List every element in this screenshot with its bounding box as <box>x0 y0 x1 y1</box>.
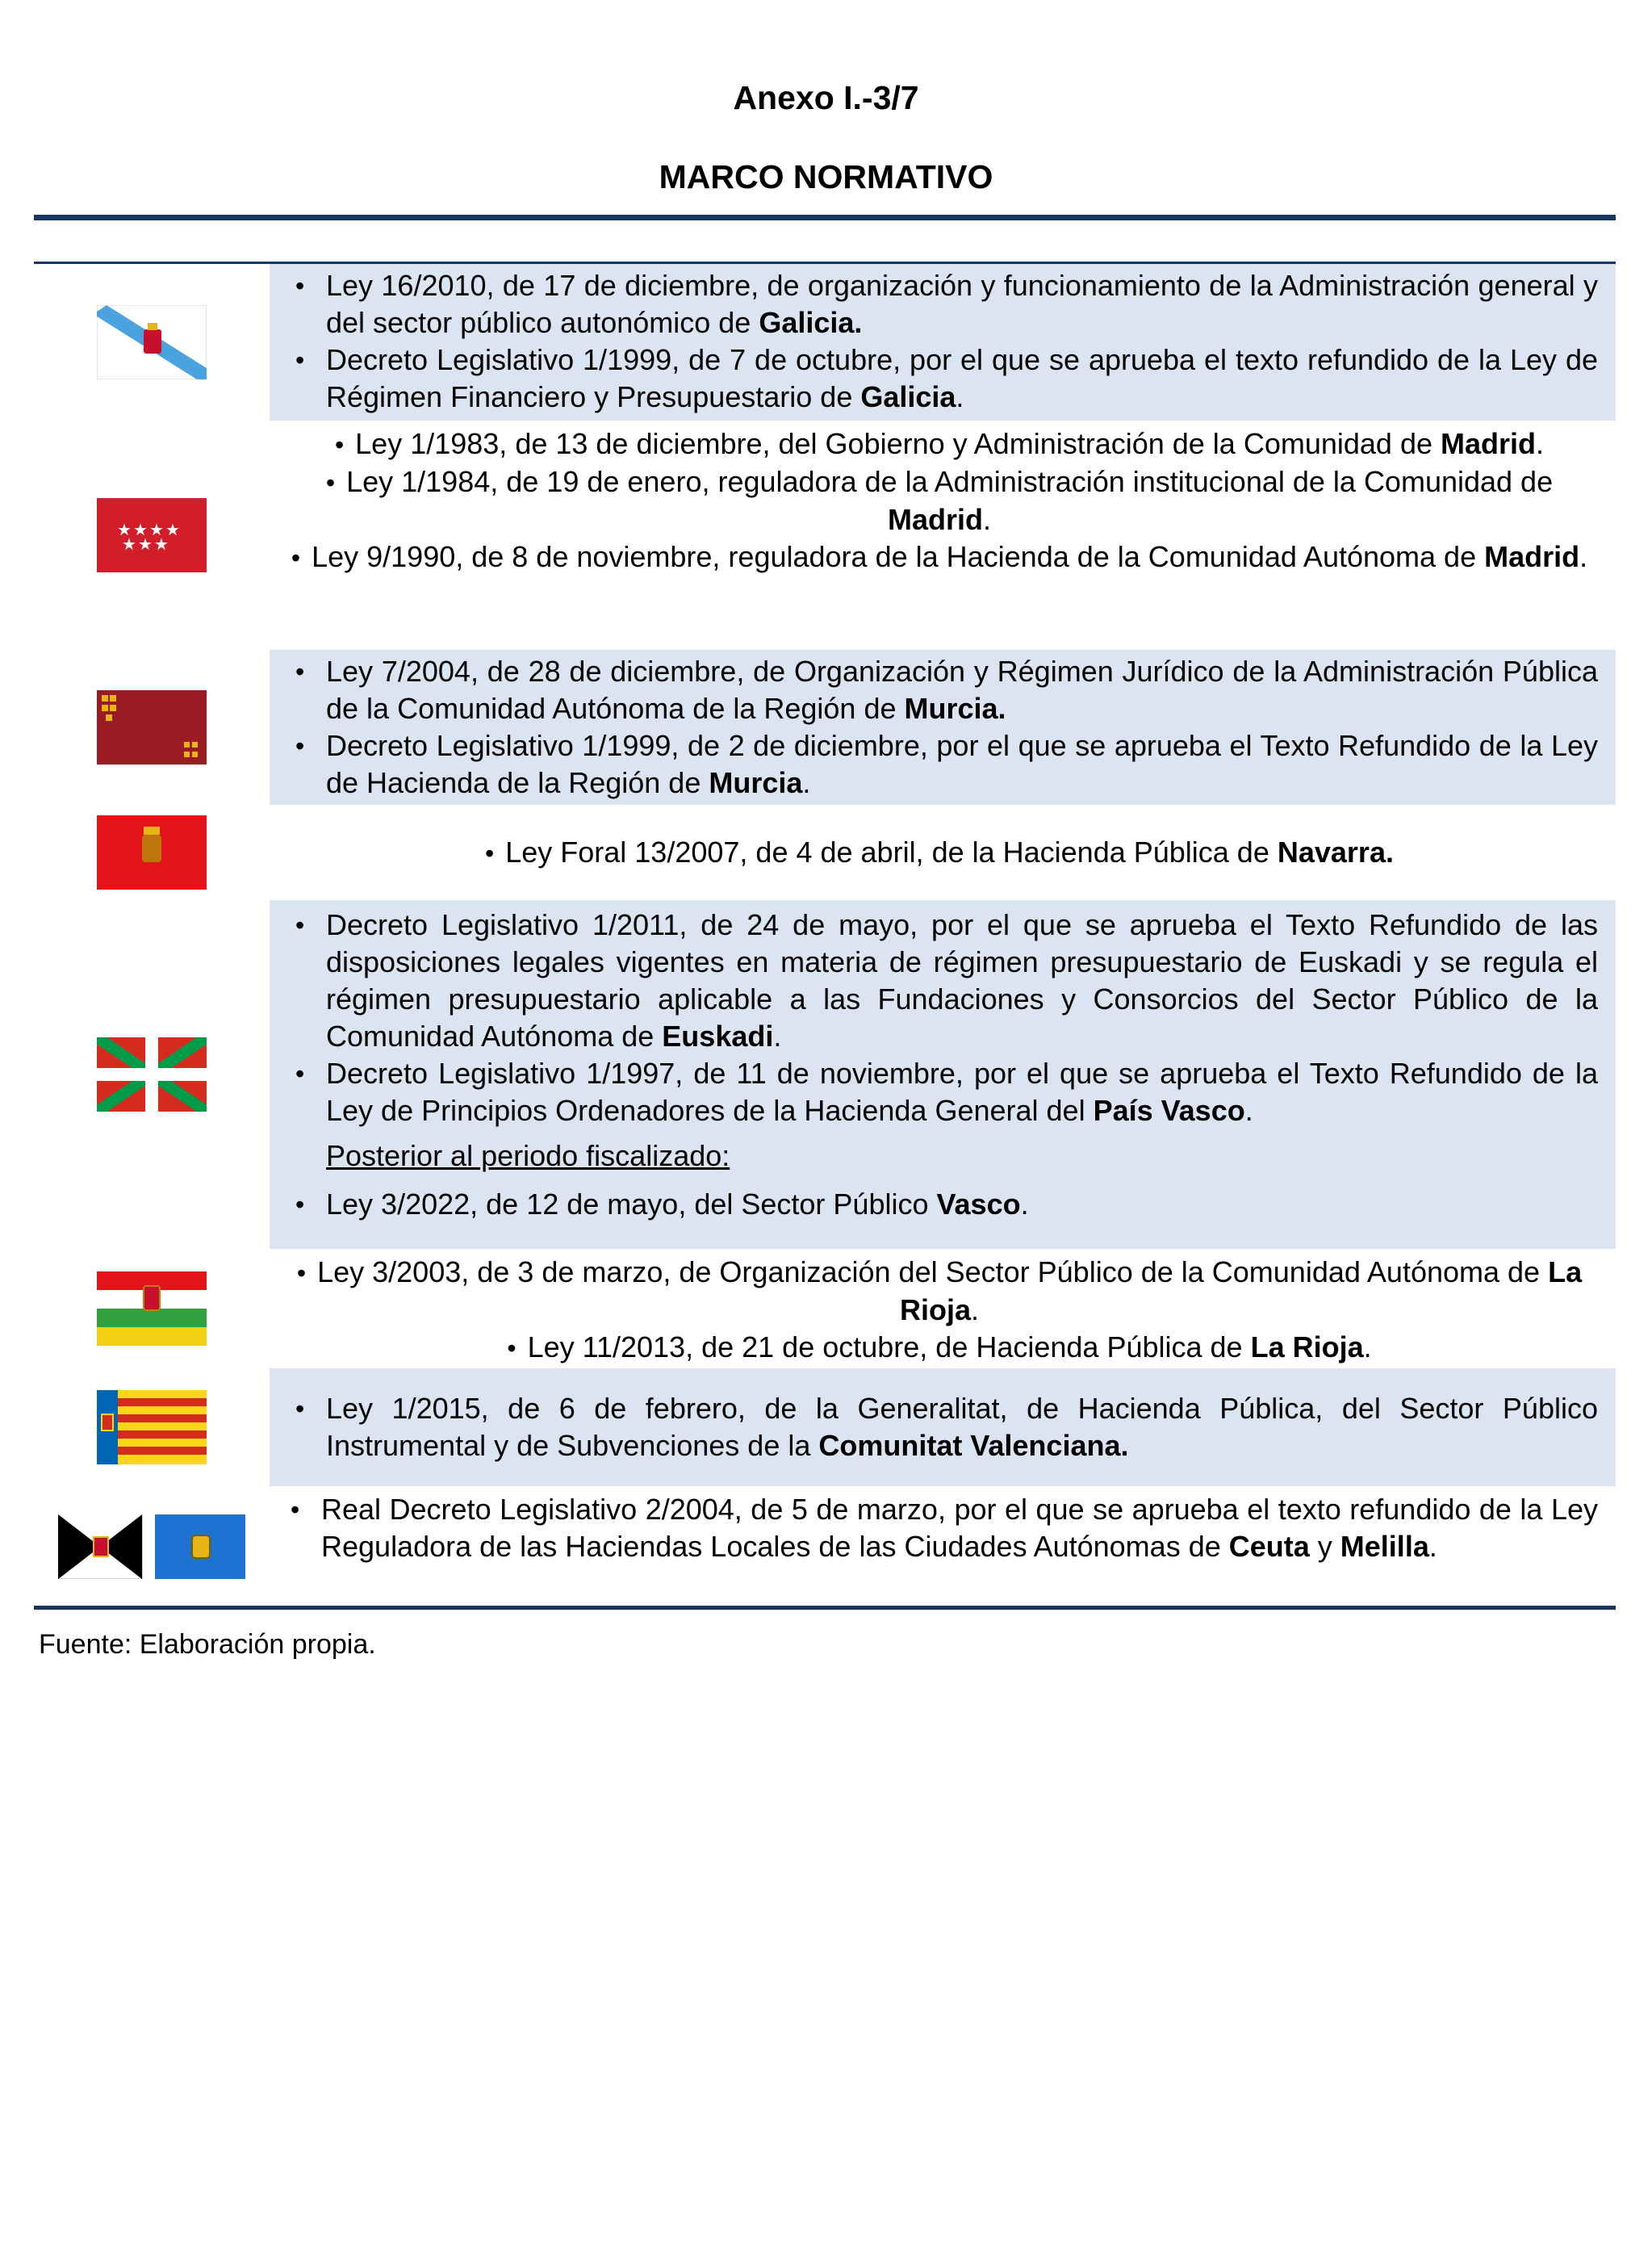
row-navarra <box>34 805 1616 898</box>
regulation-item: • Ley 11/2013, de 21 de octubre, de Hacienda Pública de La Rioja. <box>281 1329 1598 1367</box>
flag-cell <box>34 806 270 898</box>
row-text <box>270 806 1616 898</box>
row-valencia <box>34 1367 1616 1486</box>
row-text <box>270 1250 1616 1367</box>
annex-heading: Anexo I.-3/7 <box>733 79 919 116</box>
flag-cell <box>34 650 270 805</box>
row-galicia <box>34 264 1616 421</box>
row-text <box>270 1368 1616 1486</box>
regulation-item: • Ley 1/1984, de 19 de enero, reguladora de la Administración institucional de la Comunidad de Madrid. <box>281 463 1598 538</box>
header-rule <box>34 215 1616 220</box>
ceuta-melilla-flags-icon <box>58 1514 245 1579</box>
regulation-item: • Decreto Legislativo 1/2011, de 24 de mayo, por el que se aprueba el Texto Refundido de las disposiciones legales vigentes en materia de régimen presupuestario de Euskadi y se regula el régimen presupuestario aplicable a las Fundaciones y Consorcios del Sector Público de la Comunidad Autónoma de Euskadi. <box>281 907 1598 1055</box>
madrid-flag-icon <box>97 498 207 572</box>
la-rioja-flag-icon <box>97 1271 207 1346</box>
regulation-item: • Ley Foral 13/2007, de 4 de abril, de la Hacienda Pública de Navarra. <box>281 834 1598 872</box>
regulation-item: • Ley 9/1990, de 8 de noviembre, reguladora de la Hacienda de la Comunidad Autónoma de Madrid. <box>281 538 1598 576</box>
navarra-flag-icon <box>97 815 207 890</box>
flag-cell <box>34 1488 270 1606</box>
regulation-item: • Ley 7/2004, de 28 de diciembre, de Organización y Régimen Jurídico de la Administración Pública de la Comunidad Autónoma de la Región de Murcia. <box>281 653 1598 727</box>
row-ceuta-melilla <box>34 1486 1616 1606</box>
svg-text:★: ★ <box>138 534 153 554</box>
page-title: MARCO NORMATIVO <box>659 158 993 195</box>
regulation-item: • Ley 1/2015, de 6 de febrero, de la Generalitat, de Hacienda Pública, del Sector Público Instrumental y de Subvenciones de la Comunitat Valenciana. <box>281 1390 1598 1464</box>
row-text <box>270 900 1616 1249</box>
regulation-item: • Ley 3/2022, de 12 de mayo, del Sector Público Vasco. <box>281 1186 1598 1223</box>
euskadi-flag-icon <box>97 1037 207 1112</box>
svg-text:★: ★ <box>117 520 132 539</box>
row-madrid <box>34 421 1616 648</box>
row-la-rioja <box>34 1249 1616 1367</box>
svg-text:★: ★ <box>154 534 169 554</box>
regulation-item: • Real Decreto Legislativo 2/2004, de 5 de marzo, por el que se aprueba el texto refundido de la Ley Reguladora de las Haciendas Locales de las Ciudades Autónomas de Ceuta y Melilla. <box>276 1491 1598 1565</box>
regulations-table <box>34 262 1616 1610</box>
row-text <box>270 650 1616 805</box>
row-text <box>270 264 1616 421</box>
valencia-flag-icon <box>97 1390 207 1464</box>
regulation-item: • Ley 1/1983, de 13 de diciembre, del Gobierno y Administración de la Comunidad de Madrid. <box>281 425 1598 463</box>
flag-cell <box>34 264 270 421</box>
source-note: Fuente: Elaboración propia. <box>39 1629 376 1660</box>
subsequent-period-note: Posterior al periodo fiscalizado: <box>326 1139 730 1172</box>
murcia-flag-icon <box>97 690 207 764</box>
regulation-item: • Decreto Legislativo 1/1999, de 7 de octubre, por el que se aprueba el texto refundido de la Ley de Régimen Financiero y Presupuestario de Galicia. <box>281 341 1598 416</box>
flag-cell <box>34 422 270 648</box>
svg-text:★: ★ <box>133 520 148 539</box>
galicia-flag-icon <box>97 305 207 379</box>
regulation-item: • Ley 16/2010, de 17 de diciembre, de organización y funcionamiento de la Administración general y del sector público autonómico de Galicia. <box>281 267 1598 341</box>
table-bottom-rule <box>34 1606 1616 1610</box>
row-murcia <box>34 648 1616 805</box>
regulation-item: • Ley 3/2003, de 3 de marzo, de Organización del Sector Público de la Comunidad Autónoma de La Rioja. <box>281 1254 1598 1329</box>
svg-text:★: ★ <box>149 520 164 539</box>
row-pais-vasco <box>34 898 1616 1249</box>
flag-cell <box>34 1250 270 1367</box>
svg-text:★: ★ <box>122 534 136 554</box>
flag-cell <box>34 1368 270 1486</box>
regulation-item: • Decreto Legislativo 1/1999, de 2 de diciembre, por el que se aprueba el Texto Refundido de la Ley de Hacienda de la Región de Murcia. <box>281 727 1598 802</box>
flag-cell <box>34 900 270 1249</box>
regulation-item: • Decreto Legislativo 1/1997, de 11 de noviembre, por el que se aprueba el Texto Refundido de la Ley de Principios Ordenadores de la Hacienda General del País Vasco. <box>281 1055 1598 1129</box>
svg-text:★: ★ <box>165 520 180 539</box>
row-text <box>270 422 1616 648</box>
row-text <box>270 1488 1616 1606</box>
